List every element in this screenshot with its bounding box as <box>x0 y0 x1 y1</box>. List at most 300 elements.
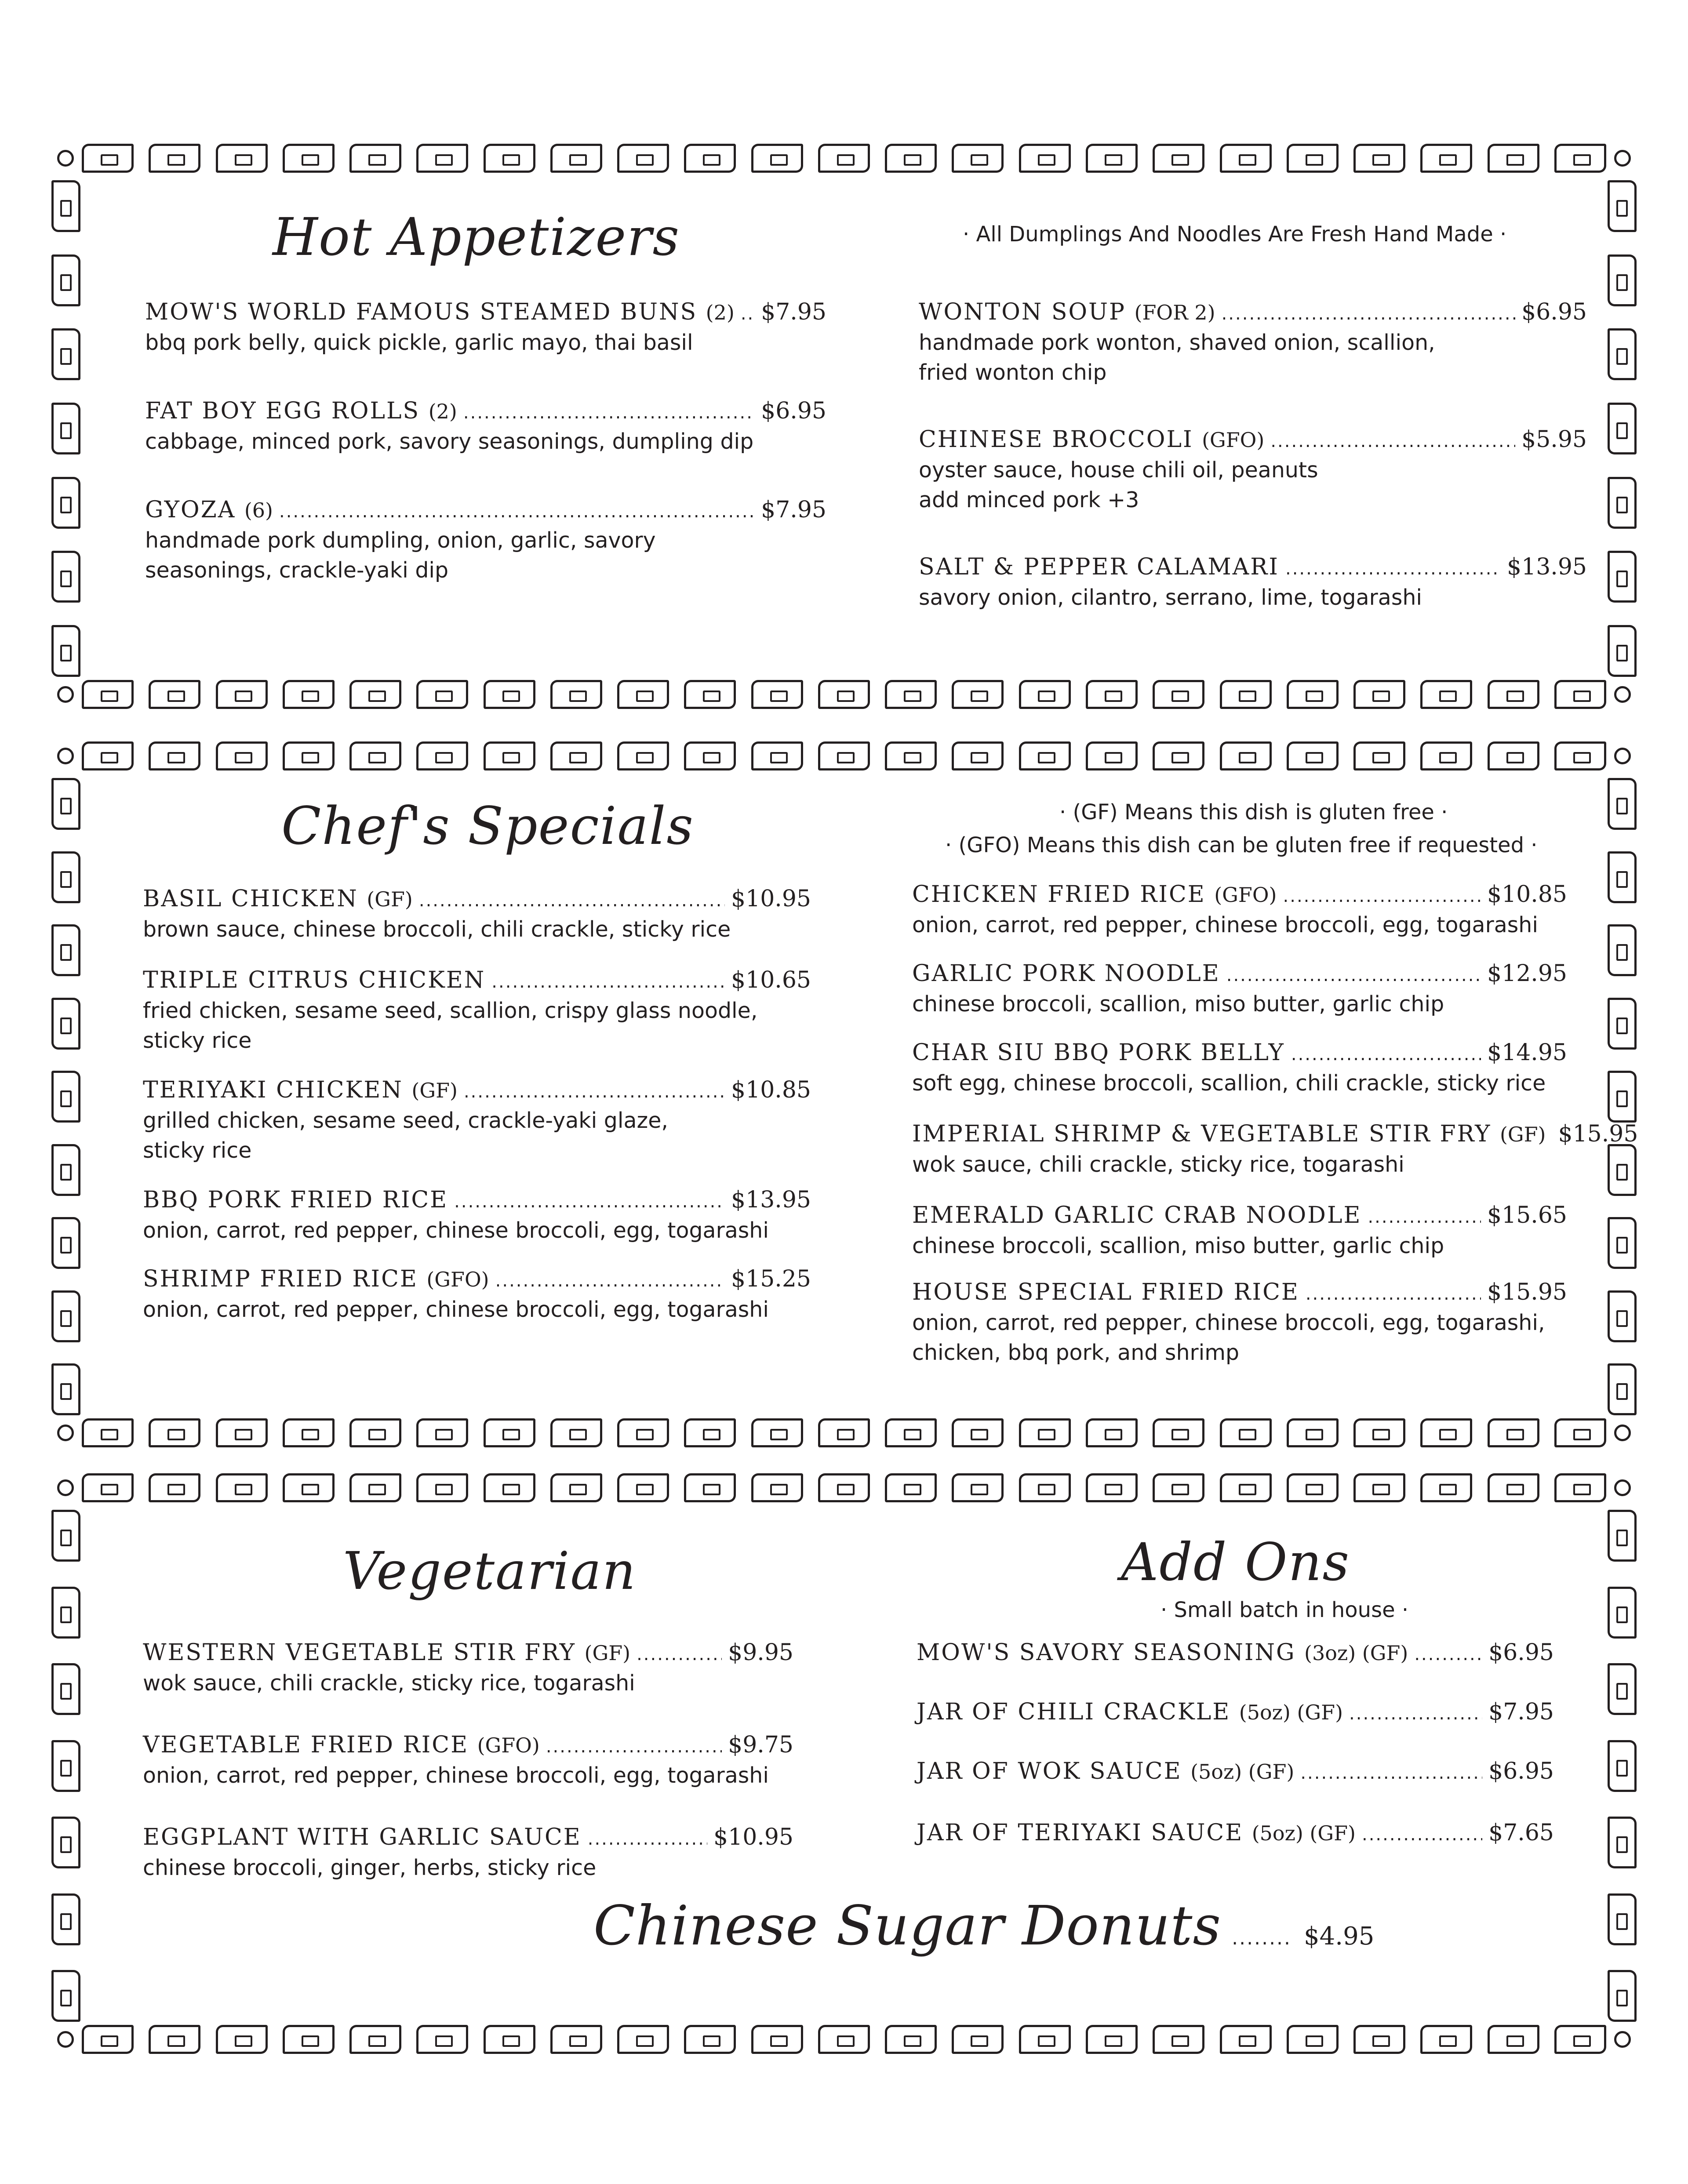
item-name <box>919 426 1264 453</box>
border-tile-ornament <box>51 1144 80 1196</box>
border-tile-ornament <box>1420 1473 1472 1502</box>
dot-leader <box>1300 1763 1482 1783</box>
border-tile-ornament <box>51 778 80 830</box>
menu-item-emerald-crab-noodle <box>912 1202 1567 1261</box>
border-tile-ornament <box>1420 741 1472 770</box>
border-tile-ornament <box>416 1418 468 1447</box>
item-description: wok sauce, chili crackle, sticky rice, togarashi <box>143 1671 635 1696</box>
item-name <box>912 1039 1285 1066</box>
dot-leader <box>1349 1704 1482 1724</box>
border-circle-ornament <box>1614 150 1631 167</box>
section-hot-appetizers <box>57 141 1631 712</box>
border-tile-ornament <box>1608 1970 1637 2022</box>
border-tile-ornament <box>1608 924 1637 976</box>
border-circle-ornament <box>57 150 74 167</box>
border-tile-ornament <box>1608 1071 1637 1123</box>
item-price: $15.95 <box>1487 1279 1567 1305</box>
border-tile-ornament <box>751 2025 803 2054</box>
item-name-text: SALT & PEPPER CALAMARI <box>919 554 1279 580</box>
border-tile-ornament <box>550 1418 602 1447</box>
item-name-text: BBQ PORK FRIED RICE <box>143 1187 448 1213</box>
border-circle-ornament <box>1614 686 1631 703</box>
dot-leader <box>741 304 755 324</box>
item-name-text: JAR OF CHILI CRACKLE <box>917 1699 1231 1725</box>
border-tile-ornament <box>1153 144 1204 173</box>
item-name <box>143 1639 630 1666</box>
item-name-text: EMERALD GARLIC CRAB NOODLE <box>912 1202 1362 1228</box>
menu-item-shrimp-fried-rice <box>143 1266 811 1325</box>
border-tile-ornament <box>1220 144 1272 173</box>
dot-leader <box>1226 965 1481 985</box>
dot-leader <box>588 1829 707 1849</box>
border-tile-ornament <box>684 741 736 770</box>
menu-item-eggplant-garlic-sauce <box>143 1824 793 1883</box>
border-tile-ornament <box>1608 1817 1637 1868</box>
item-name-text: FAT BOY EGG ROLLS <box>145 398 420 424</box>
border-tile-ornament <box>1608 1290 1637 1342</box>
decorative-border-left <box>48 1510 84 2022</box>
border-tile-ornament <box>1608 477 1637 529</box>
border-tile-ornament <box>1153 2025 1204 2054</box>
item-name-text: CHAR SIU BBQ PORK BELLY <box>912 1039 1285 1066</box>
border-tile-ornament <box>82 1418 134 1447</box>
border-tile-ornament <box>484 1473 535 1502</box>
border-circle-ornament <box>1614 1479 1631 1496</box>
border-tile-ornament <box>818 2025 870 2054</box>
item-price: $6.95 <box>761 398 826 424</box>
menu-item-imperial-shrimp <box>912 1121 1638 1180</box>
item-description: onion, carrot, red pepper, chinese broccoli, egg, togarashi <box>143 1763 769 1788</box>
border-tile-ornament <box>82 2025 134 2054</box>
border-tile-ornament <box>818 1418 870 1447</box>
decorative-border-bottom <box>57 1415 1631 1450</box>
border-tile-ornament <box>51 625 80 677</box>
border-tile-ornament <box>416 1473 468 1502</box>
item-price: $10.85 <box>1487 881 1567 908</box>
border-tile-ornament <box>416 144 468 173</box>
menu-item-vegetable-fried-rice <box>143 1732 793 1791</box>
border-tile-ornament <box>1086 741 1138 770</box>
border-tile-ornament <box>550 741 602 770</box>
border-tile-ornament <box>484 741 535 770</box>
dot-leader <box>495 1271 725 1291</box>
border-tile-ornament <box>51 328 80 380</box>
dot-leader <box>1285 559 1501 579</box>
item-qualifier: (GFO) <box>477 1733 540 1757</box>
menu-item-sugar-donuts <box>593 1894 1374 1958</box>
border-tile-ornament <box>51 851 80 903</box>
item-description: fried chicken, sesame seed, scallion, crispy glass noodle, <box>143 998 758 1023</box>
donuts-title: Chinese Sugar Donuts <box>593 1894 1222 1958</box>
border-tile-ornament <box>684 1473 736 1502</box>
section-title-hot-appetizers: Hot Appetizers <box>273 207 680 267</box>
border-tile-ornament <box>1608 1663 1637 1715</box>
border-tile-ornament <box>952 144 1004 173</box>
border-tile-ornament <box>1608 328 1637 380</box>
border-tile-ornament <box>1554 144 1606 173</box>
item-price: $15.95 <box>1558 1121 1638 1147</box>
border-tile-ornament <box>1554 1473 1606 1502</box>
border-tile-ornament <box>751 741 803 770</box>
border-circle-ornament <box>57 2031 74 2048</box>
border-tile-ornament <box>818 680 870 709</box>
border-tile-ornament <box>684 1418 736 1447</box>
item-name <box>917 1758 1294 1784</box>
border-tile-ornament <box>1086 1418 1138 1447</box>
item-qualifier: (GF) <box>367 887 413 911</box>
item-description: grilled chicken, sesame seed, crackle-yaki glaze, <box>143 1108 668 1133</box>
item-description: wok sauce, chili crackle, sticky rice, togarashi <box>912 1152 1404 1177</box>
border-tile-ornament <box>283 2025 335 2054</box>
menu-item-steamed-buns <box>145 299 826 358</box>
item-qualifier: (3oz) (GF) <box>1304 1641 1408 1665</box>
border-tile-ornament <box>1019 1418 1071 1447</box>
border-tile-ornament <box>216 1418 268 1447</box>
border-tile-ornament <box>751 680 803 709</box>
dot-leader <box>1362 1824 1482 1845</box>
border-tile-ornament <box>684 680 736 709</box>
border-tile-ornament <box>484 144 535 173</box>
border-tile-ornament <box>1019 741 1071 770</box>
decorative-border-right <box>1604 180 1640 677</box>
menu-item-garlic-pork-noodle <box>912 960 1567 1019</box>
border-tile-ornament <box>349 1418 401 1447</box>
item-description: handmade pork dumpling, onion, garlic, savory <box>145 528 656 553</box>
border-tile-ornament <box>51 1071 80 1123</box>
border-tile-ornament <box>1353 741 1405 770</box>
item-price: $6.95 <box>1488 1758 1554 1784</box>
item-name <box>143 1077 458 1103</box>
item-name-text: BASIL CHICKEN <box>143 886 358 912</box>
menu-item-teriyaki-sauce-jar <box>917 1820 1554 1846</box>
item-name-text: WONTON SOUP <box>919 299 1126 325</box>
item-price: $7.95 <box>761 299 826 325</box>
border-tile-ornament <box>416 741 468 770</box>
border-circle-ornament <box>1614 748 1631 764</box>
border-tile-ornament <box>149 1418 200 1447</box>
border-tile-ornament <box>684 144 736 173</box>
border-tile-ornament <box>952 1473 1004 1502</box>
border-tile-ornament <box>1287 1418 1339 1447</box>
border-tile-ornament <box>82 144 134 173</box>
item-name-text: TRIPLE CITRUS CHICKEN <box>143 967 486 993</box>
item-description: seasonings, crackle-yaki dip <box>145 558 449 583</box>
dot-leader <box>491 972 725 992</box>
item-name <box>912 881 1277 908</box>
dot-leader <box>464 1082 725 1102</box>
item-name-text: EGGPLANT WITH GARLIC SAUCE <box>143 1824 582 1850</box>
border-circle-ornament <box>57 1479 74 1496</box>
border-tile-ornament <box>349 680 401 709</box>
border-tile-ornament <box>1019 680 1071 709</box>
border-tile-ornament <box>149 1473 200 1502</box>
item-name <box>143 1266 489 1292</box>
item-qualifier: (5oz) (GF) <box>1190 1760 1295 1784</box>
item-qualifier: (GF) <box>584 1641 631 1665</box>
border-circle-ornament <box>1614 1425 1631 1441</box>
decorative-border-top <box>57 141 1631 176</box>
menu-item-wonton-soup <box>919 299 1587 388</box>
menu-item-teriyaki-chicken <box>143 1077 811 1166</box>
border-tile-ornament <box>1220 2025 1272 2054</box>
border-tile-ornament <box>416 680 468 709</box>
menu-item-wok-sauce-jar <box>917 1758 1554 1784</box>
menu-item-char-siu-pork-belly <box>912 1039 1567 1098</box>
border-tile-ornament <box>1608 1587 1637 1639</box>
border-tile-ornament <box>1287 144 1339 173</box>
item-name <box>145 497 273 523</box>
border-tile-ornament <box>617 144 669 173</box>
border-tile-ornament <box>1353 680 1405 709</box>
item-description: chinese broccoli, ginger, herbs, sticky rice <box>143 1855 597 1880</box>
item-name-text: VEGETABLE FRIED RICE <box>143 1732 469 1758</box>
item-description: chicken, bbq pork, and shrimp <box>912 1340 1240 1365</box>
border-tile-ornament <box>484 2025 535 2054</box>
border-tile-ornament <box>818 741 870 770</box>
border-tile-ornament <box>1287 2025 1339 2054</box>
item-name <box>912 1121 1546 1147</box>
item-description: chinese broccoli, scallion, miso butter, garlic chip <box>912 992 1444 1017</box>
border-tile-ornament <box>617 1473 669 1502</box>
border-tile-ornament <box>1019 144 1071 173</box>
border-tile-ornament <box>484 680 535 709</box>
border-tile-ornament <box>818 1473 870 1502</box>
border-tile-ornament <box>1019 1473 1071 1502</box>
item-qualifier: (GF) <box>1499 1123 1546 1146</box>
item-qualifier: (GFO) <box>426 1268 489 1291</box>
item-name <box>919 299 1215 325</box>
border-tile-ornament <box>484 1418 535 1447</box>
border-tile-ornament <box>283 741 335 770</box>
item-name-text: HOUSE SPECIAL FRIED RICE <box>912 1279 1299 1305</box>
item-price: $7.95 <box>1488 1699 1554 1725</box>
section-title-vegetarian: Vegetarian <box>343 1541 637 1601</box>
item-description: sticky rice <box>143 1028 252 1053</box>
item-price: $10.85 <box>731 1077 811 1103</box>
border-tile-ornament <box>751 144 803 173</box>
item-description: bbq pork belly, quick pickle, garlic mayo, thai basil <box>145 330 693 355</box>
small-batch-note: · Small batch in house · <box>1160 1598 1409 1622</box>
item-description: add minced pork +3 <box>919 487 1139 512</box>
menu-item-chicken-fried-rice <box>912 881 1567 940</box>
border-tile-ornament <box>51 1290 80 1342</box>
item-name <box>145 398 457 424</box>
item-price: $15.25 <box>731 1266 811 1292</box>
border-tile-ornament <box>51 1587 80 1639</box>
item-qualifier: (2) <box>706 301 735 324</box>
border-tile-ornament <box>1153 680 1204 709</box>
item-qualifier: (GF) <box>411 1079 458 1102</box>
item-name <box>912 960 1220 987</box>
border-tile-ornament <box>149 2025 200 2054</box>
border-tile-ornament <box>51 551 80 603</box>
border-tile-ornament <box>51 998 80 1050</box>
border-tile-ornament <box>1608 625 1637 677</box>
item-price: $10.95 <box>731 886 811 912</box>
decorative-border-bottom <box>57 677 1631 712</box>
border-tile-ornament <box>149 144 200 173</box>
item-description: onion, carrot, red pepper, chinese broccoli, egg, togarashi <box>912 912 1538 938</box>
border-tile-ornament <box>1287 680 1339 709</box>
border-tile-ornament <box>1153 1418 1204 1447</box>
decorative-border-top <box>57 738 1631 774</box>
border-tile-ornament <box>684 2025 736 2054</box>
border-tile-ornament <box>349 1473 401 1502</box>
border-tile-ornament <box>1554 741 1606 770</box>
item-name <box>917 1820 1356 1846</box>
dot-leader <box>1283 886 1481 906</box>
border-tile-ornament <box>1086 144 1138 173</box>
item-price: $7.65 <box>1488 1820 1554 1846</box>
dot-leader <box>279 501 755 522</box>
item-name-text: CHINESE BROCCOLI <box>919 426 1193 453</box>
item-price: $7.95 <box>761 497 826 523</box>
border-tile-ornament <box>82 1473 134 1502</box>
item-description: soft egg, chinese broccoli, scallion, chili crackle, sticky rice <box>912 1071 1546 1096</box>
item-name <box>919 554 1279 580</box>
dot-leader <box>1270 431 1515 451</box>
border-tile-ornament <box>1220 1473 1272 1502</box>
border-tile-ornament <box>1220 680 1272 709</box>
dot-leader <box>1306 1284 1481 1304</box>
border-tile-ornament <box>885 741 937 770</box>
item-description: chinese broccoli, scallion, miso butter, garlic chip <box>912 1233 1444 1258</box>
dot-leader <box>419 890 725 911</box>
border-tile-ornament <box>149 741 200 770</box>
border-tile-ornament <box>1488 2025 1539 2054</box>
border-tile-ornament <box>82 741 134 770</box>
border-tile-ornament <box>1608 851 1637 903</box>
border-tile-ornament <box>51 180 80 232</box>
item-name <box>143 1187 448 1213</box>
item-price: $5.95 <box>1521 426 1587 453</box>
border-tile-ornament <box>550 1473 602 1502</box>
border-tile-ornament <box>885 680 937 709</box>
border-tile-ornament <box>1019 2025 1071 2054</box>
section-title-chefs-specials: Chef's Specials <box>281 796 694 856</box>
item-name <box>143 967 485 993</box>
border-tile-ornament <box>1608 551 1637 603</box>
item-description: onion, carrot, red pepper, chinese broccoli, egg, togarashi, <box>912 1310 1545 1335</box>
item-description: sticky rice <box>143 1138 252 1163</box>
item-qualifier: (2) <box>428 400 457 423</box>
border-tile-ornament <box>51 1740 80 1792</box>
item-name-text: MOW'S WORLD FAMOUS STEAMED BUNS <box>145 299 698 325</box>
border-tile-ornament <box>51 1893 80 1945</box>
border-tile-ornament <box>216 1473 268 1502</box>
gluten-free-note: · (GF) Means this dish is gluten free · <box>1059 800 1448 825</box>
border-tile-ornament <box>550 680 602 709</box>
item-price: $13.95 <box>731 1187 811 1213</box>
item-qualifier: (FOR 2) <box>1134 301 1215 324</box>
dot-leader <box>454 1192 725 1212</box>
border-tile-ornament <box>550 144 602 173</box>
decorative-border-right <box>1604 1510 1640 2022</box>
menu-item-savory-seasoning <box>917 1639 1554 1666</box>
border-tile-ornament <box>1608 1217 1637 1269</box>
border-tile-ornament <box>1086 680 1138 709</box>
border-tile-ornament <box>1488 741 1539 770</box>
gluten-free-option-note: · (GFO) Means this dish can be gluten free if requested · <box>945 833 1538 858</box>
border-tile-ornament <box>1608 180 1637 232</box>
border-circle-ornament <box>1614 2031 1631 2048</box>
item-price: $12.95 <box>1487 960 1567 987</box>
border-tile-ornament <box>216 680 268 709</box>
border-tile-ornament <box>885 144 937 173</box>
border-tile-ornament <box>952 741 1004 770</box>
item-name <box>917 1639 1408 1666</box>
menu-item-calamari <box>919 554 1587 613</box>
border-tile-ornament <box>283 1473 335 1502</box>
item-name <box>143 1824 582 1850</box>
item-qualifier: (5oz) (GF) <box>1239 1701 1343 1724</box>
border-tile-ornament <box>51 1663 80 1715</box>
item-qualifier: (GFO) <box>1202 428 1265 452</box>
border-tile-ornament <box>1608 1740 1637 1792</box>
item-name <box>143 886 413 912</box>
border-tile-ornament <box>617 741 669 770</box>
border-tile-ornament <box>952 1418 1004 1447</box>
border-tile-ornament <box>1086 1473 1138 1502</box>
item-description: handmade pork wonton, shaved onion, scallion, <box>919 330 1435 355</box>
donuts-price: $4.95 <box>1304 1922 1375 1951</box>
decorative-border-top <box>57 1470 1631 1505</box>
border-tile-ornament <box>51 1217 80 1269</box>
border-tile-ornament <box>1608 403 1637 454</box>
border-tile-ornament <box>1220 741 1272 770</box>
border-tile-ornament <box>1353 144 1405 173</box>
item-name-text: SHRIMP FRIED RICE <box>143 1266 418 1292</box>
border-tile-ornament <box>82 680 134 709</box>
dot-leader <box>546 1737 722 1757</box>
border-tile-ornament <box>283 680 335 709</box>
border-tile-ornament <box>349 144 401 173</box>
item-description: brown sauce, chinese broccoli, chili crackle, sticky rice <box>143 917 731 942</box>
border-tile-ornament <box>149 680 200 709</box>
border-tile-ornament <box>550 2025 602 2054</box>
border-tile-ornament <box>1353 1418 1405 1447</box>
border-tile-ornament <box>952 2025 1004 2054</box>
decorative-border-bottom <box>57 2022 1631 2057</box>
item-name-text: TERIYAKI CHICKEN <box>143 1077 403 1103</box>
border-tile-ornament <box>51 1363 80 1415</box>
item-price: $6.95 <box>1488 1639 1554 1666</box>
section-chefs-specials <box>57 738 1638 1450</box>
menu-item-basil-chicken <box>143 886 811 945</box>
border-tile-ornament <box>1086 2025 1138 2054</box>
border-tile-ornament <box>1608 998 1637 1050</box>
border-tile-ornament <box>751 1473 803 1502</box>
border-tile-ornament <box>885 2025 937 2054</box>
menu-item-chinese-broccoli <box>919 426 1587 515</box>
dot-leader <box>1222 304 1516 324</box>
item-price: $15.65 <box>1487 1202 1567 1228</box>
border-tile-ornament <box>617 1418 669 1447</box>
border-tile-ornament <box>1420 1418 1472 1447</box>
section-vegetarian-add-ons <box>57 1470 1631 2057</box>
item-price: $10.95 <box>713 1824 793 1850</box>
item-price: $13.95 <box>1507 554 1587 580</box>
border-tile-ornament <box>1353 2025 1405 2054</box>
handmade-note: · All Dumplings And Noodles Are Fresh Hand Made · <box>963 222 1507 247</box>
border-tile-ornament <box>1220 1418 1272 1447</box>
item-description: onion, carrot, red pepper, chinese broccoli, egg, togarashi <box>143 1218 769 1243</box>
dot-leader <box>463 403 755 423</box>
border-tile-ornament <box>885 1418 937 1447</box>
border-tile-ornament <box>216 741 268 770</box>
border-tile-ornament <box>1420 680 1472 709</box>
item-name-text: IMPERIAL SHRIMP & VEGETABLE STIR FRY <box>912 1121 1492 1147</box>
